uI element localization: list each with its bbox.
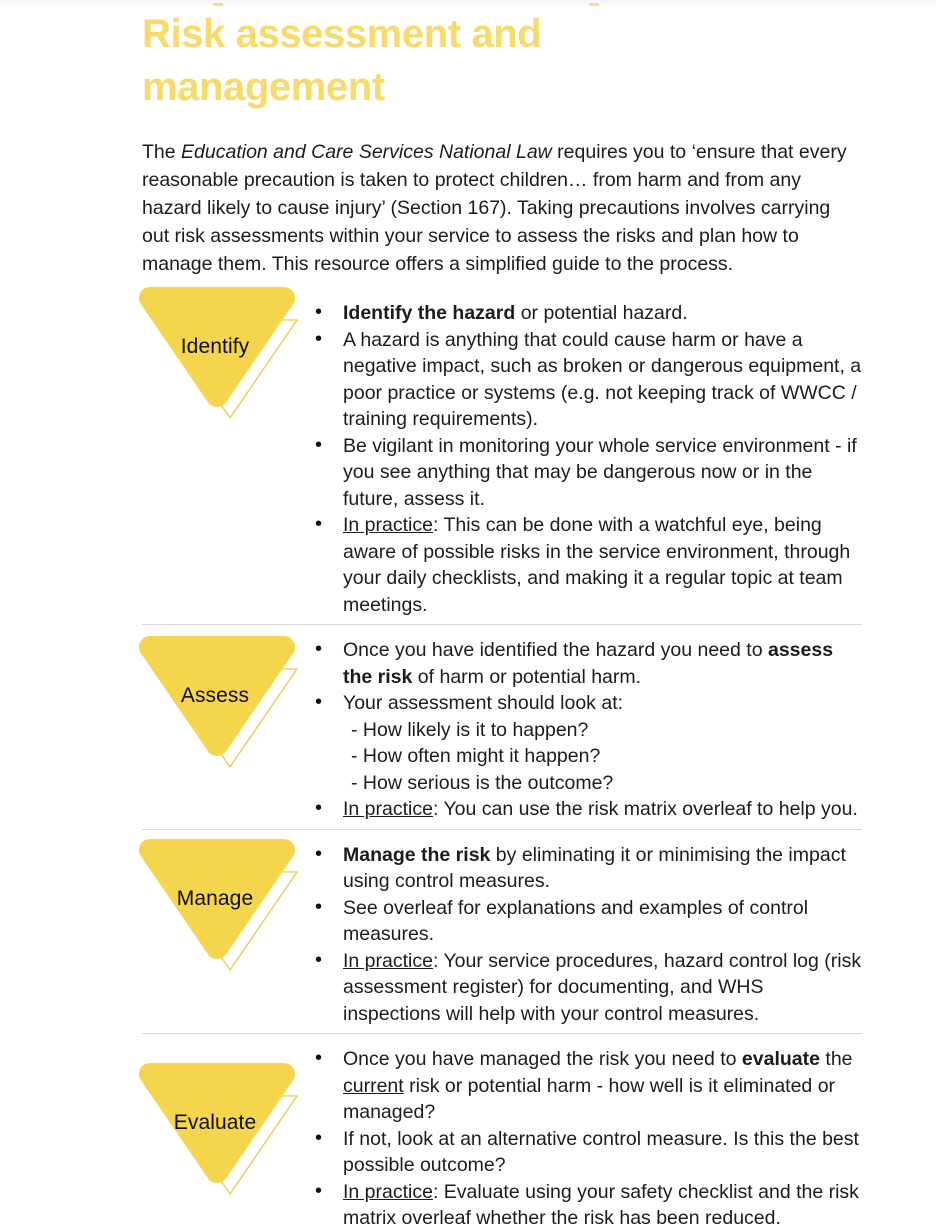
- bullet-text-end: risk or potential harm - how well is it eliminated or managed?: [343, 1074, 836, 1123]
- intro-paragraph: [142, 114, 854, 278]
- bullet-text: Once you have managed the risk you need to: [343, 1048, 742, 1070]
- bullet-list-assess: [302, 635, 862, 823]
- bullet-bold-lead: Manage the risk: [343, 843, 491, 866]
- triangle-fill: [150, 1074, 284, 1172]
- sub-item: - How often might it happen?: [351, 745, 601, 767]
- list-item: [306, 1126, 862, 1179]
- triangle-group: [142, 649, 302, 767]
- bullet-text: or potential hazard.: [515, 302, 688, 324]
- step-badge-manage: [142, 840, 302, 980]
- triangle-group: [142, 300, 302, 418]
- triangle-shapes: [142, 852, 302, 977]
- bullet-text: See overleaf for explanations and examples of control measures.: [343, 896, 809, 945]
- triangle-fill: [150, 850, 284, 948]
- list-item: [306, 327, 862, 433]
- bullet-text: Be vigilant in monitoring your whole service environment - if you see anything that may be dangerous now or in the future, assess it.: [343, 434, 857, 510]
- bullet-text: : This can be done with a watchful eye, being aware of possible risks in the service environment, through your daily checklists, and making it a regular topic at team meetings.: [343, 514, 851, 616]
- step-badge-label: Identify: [180, 335, 250, 358]
- bullet-list-identify: [302, 298, 862, 618]
- list-item: [306, 842, 862, 895]
- step-badge-evaluate: [142, 1044, 302, 1194]
- step-identify: [142, 296, 862, 624]
- bullet-text: Your assessment should look at:: [343, 692, 624, 714]
- bullet-text-after: of harm or potential harm.: [412, 665, 642, 688]
- step-badge-identify: [142, 298, 302, 448]
- step-manage: [142, 829, 862, 1034]
- bullet-bold-lead: Identify the hazard: [343, 302, 516, 324]
- list-item: [306, 796, 862, 823]
- list-item: [306, 512, 862, 618]
- triangle-shapes: [142, 300, 302, 425]
- bullet-underline-lead: In practice: [343, 798, 433, 820]
- triangle-shapes: [142, 1076, 302, 1201]
- step-badge-assess: [142, 635, 302, 775]
- bullet-underline-mid: current: [343, 1074, 404, 1097]
- step-assess: [142, 624, 862, 829]
- step-badge-label: Evaluate: [173, 1111, 257, 1134]
- bullet-underline-lead: In practice: [343, 1180, 433, 1203]
- step-evaluate: [142, 1033, 862, 1232]
- intro-law-name: Education and Care Services National Law: [181, 141, 552, 163]
- bullet-text: A hazard is anything that could cause harm or have a negative impact, such as broken or dangerous equipment, a poor practice or systems (e.g. not keeping track of WWCC / training requirements).: [343, 328, 862, 430]
- bullet-text-after: the: [819, 1048, 853, 1070]
- bullet-text: : Your service procedures, hazard control log (risk assessment register) for documenting, and WHS inspections will help with your control measures.: [343, 949, 862, 1025]
- intro-text-before: The: [142, 141, 182, 163]
- triangle-group: [142, 852, 302, 970]
- step-badge-label: Manage: [176, 886, 254, 910]
- triangle-shapes: [142, 649, 302, 774]
- bullet-bold-mid: assess the risk: [343, 639, 834, 688]
- bullet-underline-lead: In practice: [343, 949, 433, 972]
- sub-item: - How likely is it to happen?: [351, 718, 589, 741]
- bullet-text: by eliminating it or minimising the impact using control measures.: [343, 843, 846, 892]
- triangle-group: [142, 1076, 302, 1194]
- bullet-text: Once you have identified the hazard you need to: [343, 639, 768, 661]
- bullet-bold-mid: evaluate: [741, 1048, 820, 1070]
- bullet-underline-lead: In practice: [343, 514, 433, 536]
- bullet-list-evaluate: [302, 1044, 862, 1232]
- triangle-fill: [150, 647, 284, 745]
- triangle-fill: [150, 298, 284, 396]
- list-item: [306, 895, 862, 948]
- steps-list: [142, 296, 862, 1232]
- bullet-text: : You can use the risk matrix overleaf to help you.: [432, 798, 858, 820]
- sub-item: - How serious is the outcome?: [351, 771, 614, 794]
- list-item: [306, 433, 862, 513]
- list-item: [306, 948, 862, 1028]
- list-item: [306, 637, 862, 690]
- bullet-list-manage: [302, 840, 862, 1028]
- list-item: [306, 1179, 862, 1232]
- bullet-text: : Evaluate using your safety checklist and the risk matrix overleaf whether the risk has been reduced.: [343, 1180, 859, 1229]
- list-item: [306, 1046, 862, 1126]
- document-content: [142, 0, 862, 1232]
- intro-text-after: requires you to ‘ensure that every reasonable precaution is taken to protect children… from harm and from any hazard likely to cause injury’ (Section 167). Taking precautions involves carrying out risk assessments within your service to assess the risks and plan how to manage them. This resource offers a simplified guide to the process.: [142, 141, 847, 275]
- bullet-text: If not, look at an alternative control measure. Is this the best possible outcome?: [343, 1127, 859, 1176]
- page-title: Risk assessment and management: [142, 12, 542, 109]
- list-item: [306, 690, 862, 796]
- step-badge-label: Assess: [180, 684, 250, 707]
- list-item: [306, 300, 862, 327]
